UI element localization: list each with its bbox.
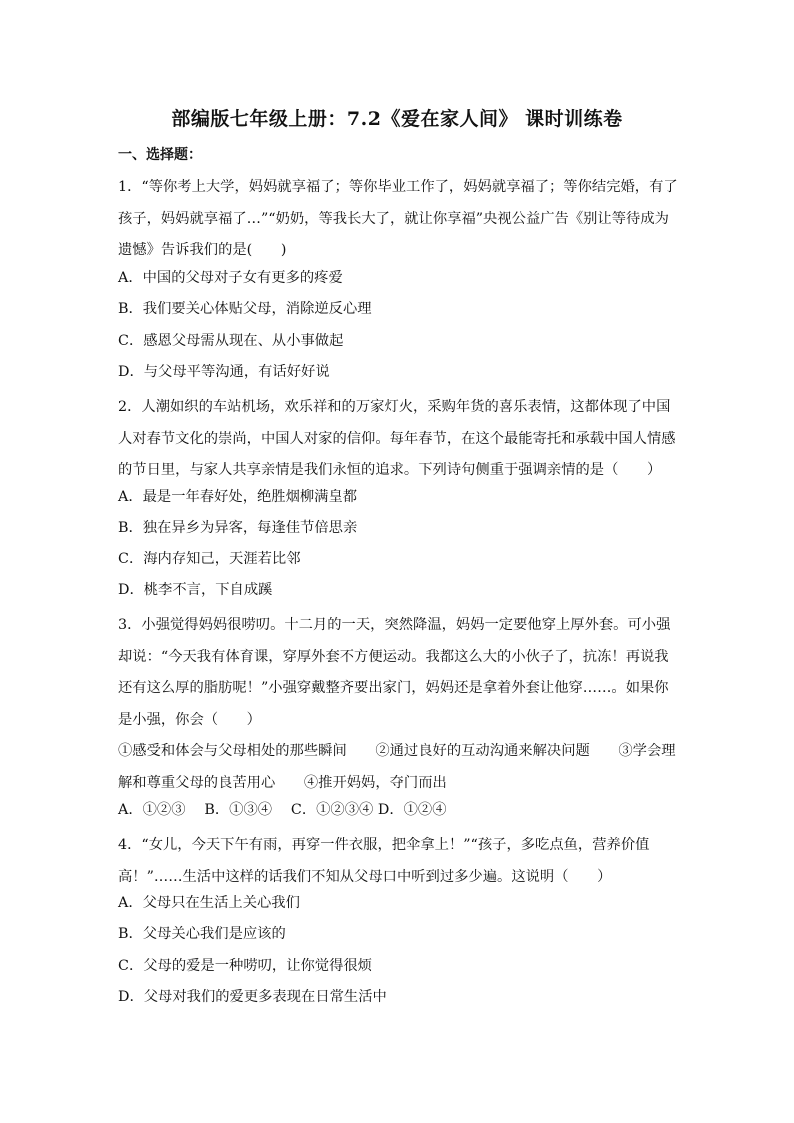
question-4-stem: 4．“女儿，今天下午有雨，再穿一件衣服，把伞拿上！”“孩子，多吃点鱼，营养价值高！”……生活中这样的话我们不知从父母口中听到过多少遍。这说明（ ） xyxy=(118,837,650,885)
question-1-option-c: C．感恩父母需从现在、从小事做起 xyxy=(118,333,344,349)
question-4-option-b: B．父母关心我们是应该的 xyxy=(118,926,286,942)
question-3-items: ①感受和体会与父母相处的那些瞬间 ②通过良好的互动沟通来解决问题 ③学会理解和尊重父母的良苦用心 ④推开妈妈，夺门而出 xyxy=(118,743,676,791)
question-2-option-b: B．独在异乡为异客，每逢佳节倍思亲 xyxy=(118,520,358,536)
question-1-option-b: B．我们要关心体贴父母，消除逆反心理 xyxy=(118,301,372,317)
section-heading: 一、选择题： xyxy=(118,147,202,163)
question-2-option-d: D．桃李不言，下自成蹊 xyxy=(118,582,273,598)
question-2-option-c: C．海内存知己，天涯若比邻 xyxy=(118,551,301,567)
question-3-stem: 3．小强觉得妈妈很唠叨。十二月的一天，突然降温，妈妈一定要他穿上厚外套。可小强却说：“今天我有体育课，穿厚外套不方便运动。我都这么大的小伙子了，抗冻！再说我还有这么厚的脂肪呢！”小强穿戴整齐要出家门，妈妈还是拿着外套让他穿……。如果你是小强，你会（ ） xyxy=(118,617,671,728)
question-3-options: A．①②③ B．①③④ C．①②③④ D．①②④ xyxy=(118,802,447,818)
page-title: 部编版七年级上册：7.2《爱在家人间》 课时训练卷 xyxy=(171,108,623,130)
question-4-option-d: D．父母对我们的爱更多表现在日常生活中 xyxy=(118,989,387,1005)
question-4-option-a: A．父母只在生活上关心我们 xyxy=(118,895,300,911)
question-1-option-a: A．中国的父母对子女有更多的疼爱 xyxy=(118,270,343,286)
question-4-option-c: C．父母的爱是一种唠叨，让你觉得很烦 xyxy=(118,958,372,974)
question-1-stem: 1．“等你考上大学，妈妈就享福了；等你毕业工作了，妈妈就享福了；等你结完婚，有了孩子，妈妈就享福了…”“奶奶，等我长大了，就让你享福”央视公益广告《别让等待成为遗憾》告诉我们的是( ) xyxy=(118,179,678,258)
question-2-option-a: A．最是一年春好处，绝胜烟柳满皇都 xyxy=(118,489,358,505)
question-1-option-d: D．与父母平等沟通，有话好好说 xyxy=(118,364,330,380)
question-2-stem: 2．人潮如织的车站机场，欢乐祥和的万家灯火，采购年货的喜乐表情，这都体现了中国人对春节文化的崇尚，中国人对家的信仰。每年春节，在这个最能寄托和承载中国人情感的节日里，与家人共享亲情是我们永恒的追求。下列诗句侧重于强调亲情的是（ ） xyxy=(118,399,676,478)
